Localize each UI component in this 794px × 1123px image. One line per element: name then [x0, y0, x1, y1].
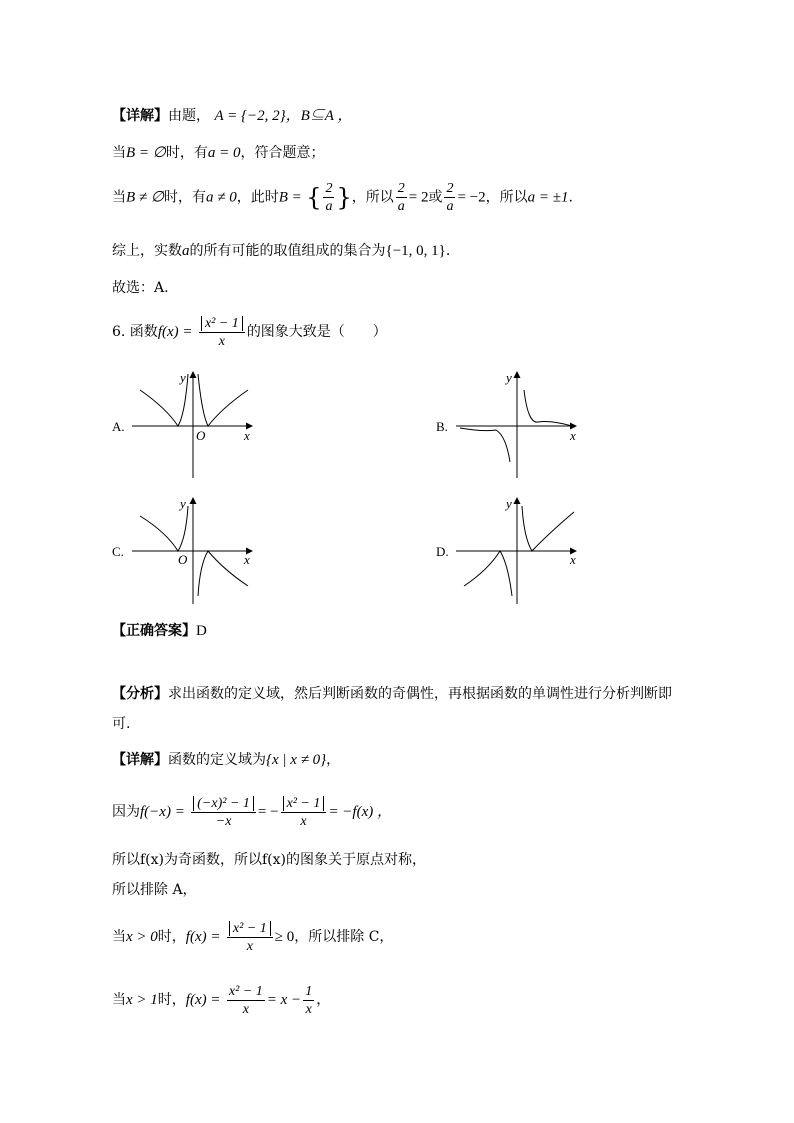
detail-tag: 【详解】 — [112, 108, 168, 124]
fraction-eq1 — [396, 180, 407, 215]
frac-num-eq2: 2 — [446, 181, 454, 196]
x-label: x — [570, 428, 576, 443]
frac-den: a — [325, 199, 333, 214]
x-label: x — [570, 552, 576, 567]
f1-num-abs: (−x)² − 1 — [193, 796, 254, 811]
f1-num — [191, 795, 256, 813]
answer-tag: 【正确答案】 — [112, 623, 196, 639]
eq2: = −2 — [457, 189, 486, 206]
curve-left — [140, 506, 188, 551]
brace-right: } — [336, 183, 352, 212]
fraction-pos — [227, 920, 273, 955]
f2-den: x — [300, 813, 307, 829]
x-label: x — [244, 428, 250, 443]
frac-num: 2 — [325, 181, 333, 196]
summary-line — [112, 241, 450, 261]
question-number: 6. 函数 — [112, 324, 158, 340]
f2-num-abs: x² − 1 — [283, 796, 325, 811]
detail2-line-4 — [112, 880, 197, 900]
gt1-prefix: 当 — [112, 992, 126, 1008]
option-b-label: B. — [436, 419, 448, 434]
curve-right — [198, 551, 248, 596]
case2-middle2: ，此时 — [236, 189, 279, 206]
pos-den: x — [246, 938, 253, 954]
graph-option-c — [130, 494, 260, 606]
analysis-line-1 — [112, 684, 672, 704]
pos-num — [227, 920, 273, 938]
analysis-text-2: 可. — [112, 716, 131, 732]
pos-cond: x > 0 — [126, 929, 158, 945]
question-line — [112, 312, 387, 352]
curve-right — [198, 374, 248, 426]
gt1-den: x — [242, 1001, 249, 1017]
fraction-f2 — [281, 795, 327, 830]
case2-prefix: 当 — [112, 189, 126, 206]
detail2-line-5 — [112, 915, 393, 959]
curve-right — [524, 390, 572, 426]
case2-end: . — [568, 189, 573, 206]
gt1-f: f(x) = — [185, 992, 221, 1008]
question-func: f(x) = — [157, 324, 193, 340]
eq-end: = −f(x) ， — [328, 804, 392, 820]
detail2-line-3 — [112, 850, 426, 870]
detail-line-1 — [112, 106, 352, 126]
frac-den-eq2: a — [446, 199, 454, 214]
summary-middle: 的所有可能的取值组成的集合为 — [189, 243, 386, 259]
pos-end: ，所以排除 C， — [294, 929, 394, 945]
subset-relation: ，B⊆A ， — [285, 108, 353, 124]
answer-line — [112, 621, 207, 641]
question-den: x — [218, 333, 225, 349]
gt1-mid: 时， — [157, 992, 186, 1008]
detail-line-3 — [112, 180, 573, 215]
option-d-label: D. — [436, 544, 449, 559]
graph-option-a — [130, 368, 260, 480]
frac-num-eq1: 2 — [397, 181, 405, 196]
question-num-abs: x² − 1 — [201, 316, 243, 331]
case1-end: ，符合题意； — [240, 145, 325, 161]
pos-num-abs: x² − 1 — [229, 921, 271, 936]
question-num — [199, 315, 245, 333]
choice-line — [112, 278, 169, 298]
option-c-label: C. — [112, 544, 124, 559]
eq-minus: = − — [257, 804, 279, 820]
pos-prefix: 当 — [112, 929, 126, 945]
curve-left — [460, 428, 510, 462]
fraction-eq2 — [444, 180, 455, 215]
fraction-gt1 — [227, 983, 265, 1018]
domain-set: {x | x ≠ 0} — [266, 752, 327, 768]
pos-mid: 时， — [157, 929, 186, 945]
analysis-line-2 — [112, 714, 130, 734]
detail2-tag: 【详解】 — [112, 752, 168, 768]
detail2-line-1 — [112, 750, 340, 770]
case2-condition: B ≠ ∅ — [126, 189, 164, 206]
gt1-end: ， — [316, 992, 331, 1008]
or-word: 或 — [428, 189, 443, 206]
eq1: = 2 — [408, 189, 429, 206]
f-neg: f(−x) = — [140, 804, 185, 820]
case2-set-b: B = — [278, 189, 302, 206]
gt1-eq: = x − — [266, 992, 302, 1008]
because: 因为 — [112, 804, 140, 820]
f2-num — [281, 795, 327, 813]
result: a = ±1 — [527, 189, 569, 206]
summary-end: . — [445, 243, 451, 259]
exclude-a: 所以排除 A， — [112, 882, 197, 898]
graph-option-b — [454, 368, 584, 480]
question-fraction — [199, 315, 245, 350]
case2-so2: ，所以 — [485, 189, 528, 206]
brace-left: { — [306, 183, 322, 212]
origin-label: O — [196, 428, 206, 443]
case1-middle: 时，有 — [165, 145, 208, 161]
gt1-den2: x — [305, 1001, 312, 1017]
x-label: x — [244, 552, 250, 567]
set-a: A = {−2, 2} — [214, 108, 286, 124]
y-label: y — [180, 370, 186, 385]
gt1-cond: x > 1 — [126, 992, 158, 1008]
curve-left — [464, 551, 512, 596]
analysis-text-1: 求出函数的定义域，然后判断函数的奇偶性，再根据函数的单调性进行分析判断即 — [168, 686, 672, 702]
case2-value: a ≠ 0 — [205, 189, 237, 206]
case2-so: ，所以 — [351, 189, 394, 206]
answer-value: D — [196, 623, 207, 639]
pos-ge: ≥ 0 — [274, 929, 295, 945]
fraction-2-over-a — [323, 180, 334, 215]
summary-prefix: 综上，实数 — [112, 243, 182, 259]
fraction-f1 — [191, 795, 256, 830]
case1-value: a = 0 — [207, 145, 241, 161]
pos-f: f(x) = — [185, 929, 221, 945]
fraction-gt1-2 — [303, 983, 314, 1018]
case1-condition: B = ∅ — [126, 145, 166, 161]
odd-function: 所以f(x)为奇函数，所以f(x)的图象关于原点对称， — [112, 852, 427, 868]
y-label: y — [506, 370, 512, 385]
question-tail: 的图象大致是（ ） — [246, 324, 387, 340]
detail2-line-2 — [112, 790, 392, 834]
gt1-num2: 1 — [305, 983, 313, 999]
option-a-label: A. — [112, 419, 125, 434]
detail-line-2 — [112, 143, 324, 163]
gt1-num: x² − 1 — [228, 983, 263, 999]
analysis-tag: 【分析】 — [112, 686, 168, 702]
y-label: y — [506, 496, 512, 511]
frac-den-eq1: a — [397, 199, 405, 214]
summary-set: {−1, 0, 1} — [385, 243, 446, 259]
summary-var: a — [182, 243, 190, 259]
y-label: y — [180, 496, 186, 511]
case1-prefix: 当 — [112, 145, 126, 161]
curve-right — [522, 506, 574, 551]
choice-text: 故选：A. — [112, 280, 169, 296]
domain-prefix: 函数的定义域为 — [168, 752, 266, 768]
detail2-line-6 — [112, 978, 330, 1022]
f1-den: −x — [215, 813, 232, 829]
domain-end: ， — [326, 752, 341, 768]
origin-label: O — [178, 552, 188, 567]
graph-option-d — [454, 494, 584, 606]
detail-lead: 由题， — [168, 108, 210, 124]
case2-middle: 时，有 — [163, 189, 206, 206]
